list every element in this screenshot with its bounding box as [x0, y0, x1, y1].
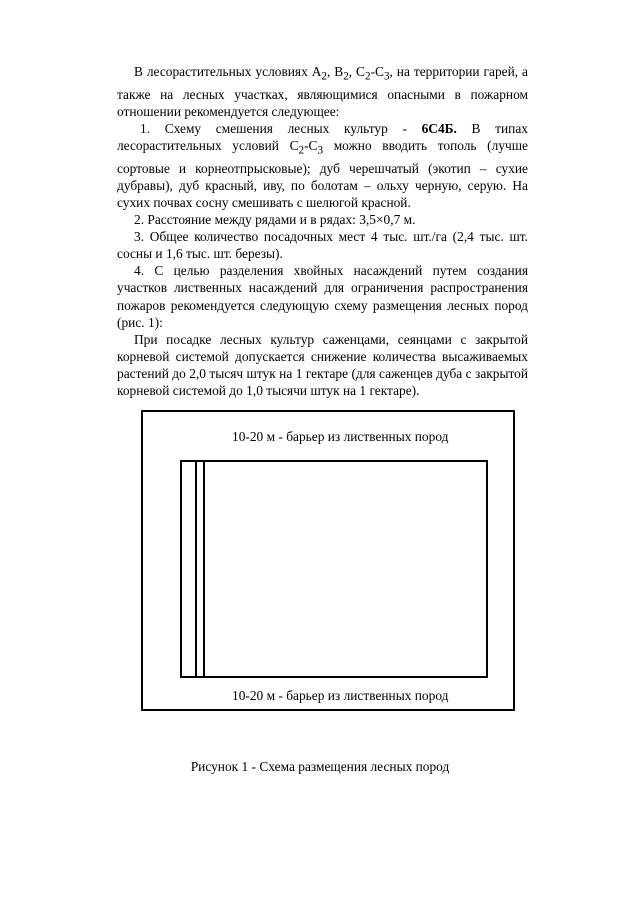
text-run: -С — [304, 138, 318, 154]
planting-row-line — [195, 460, 197, 678]
subscript: 3 — [317, 144, 324, 157]
text-run: В типах лесорастительных условий С — [117, 120, 528, 154]
paragraph-item-3: 3. Общее количество посадочных мест 4 тыс. шт./га (2,4 тыс. шт. сосны и 1,6 тыс. шт. березы). — [117, 229, 528, 262]
text-run: , С — [348, 64, 365, 79]
paragraph-seedlings: При посадке лесных культур саженцами, сеянцами с закрытой корневой системой допускается снижение количества высаживаемых растений до 2,0 тысяч штук на 1 гектаре (для саженцев дуба с закрытой корневой системой до 1,0 тысячи штук на 1 гектаре). — [117, 331, 528, 399]
paragraph-item-2: 2. Расстояние между рядами и в рядах: 3,5×0,7 м. — [134, 212, 416, 228]
body-text — [117, 63, 528, 399]
mix-formula: 6С4Б. — [421, 120, 457, 136]
text-run: В лесорастительных условиях А — [134, 64, 322, 79]
text-run: , В — [326, 64, 344, 79]
barrier-label-top: 10-20 м - барьер из лиственных пород — [232, 429, 449, 444]
subscript: 2 — [364, 70, 371, 83]
subscript: 3 — [383, 70, 390, 83]
figure-caption: Рисунок 1 - Схема размещения лесных пород — [190, 759, 450, 774]
text-run: -С — [370, 64, 384, 79]
subscript: 2 — [298, 144, 305, 157]
text-run: можно вводить тополь (лучше сортовые и корнеотпрысковые); дуб черешчатый (экотип – сухие дубравы), дуб красный, иву, по болотам – ольху черную, серую. На сухих почвах сосну смешивать с шелюгой красной. — [117, 138, 528, 210]
paragraph-item-1 — [117, 120, 528, 211]
subscript: 2 — [321, 70, 327, 83]
paragraph-item-4: 4. С целью разделения хвойных насаждений путем создания участков лиственных насаждений для ограничения распространения пожаров рекомендуется следующую схему размещения лесных пород (рис. 1): — [117, 263, 528, 330]
subscript: 2 — [343, 70, 349, 83]
barrier-label-bottom: 10-20 м - барьер из лиственных пород — [232, 688, 449, 703]
text-run: 1. Схему смешения лесных культур - — [140, 120, 422, 136]
figure-inner-conifer-area — [180, 460, 488, 678]
planting-row-line — [203, 460, 205, 678]
text-run: , на территории гарей, а также на лесных участках, являющимися опасными в пожарном отношении рекомендуется следующее: — [117, 64, 528, 119]
paragraph-intro — [117, 63, 528, 120]
